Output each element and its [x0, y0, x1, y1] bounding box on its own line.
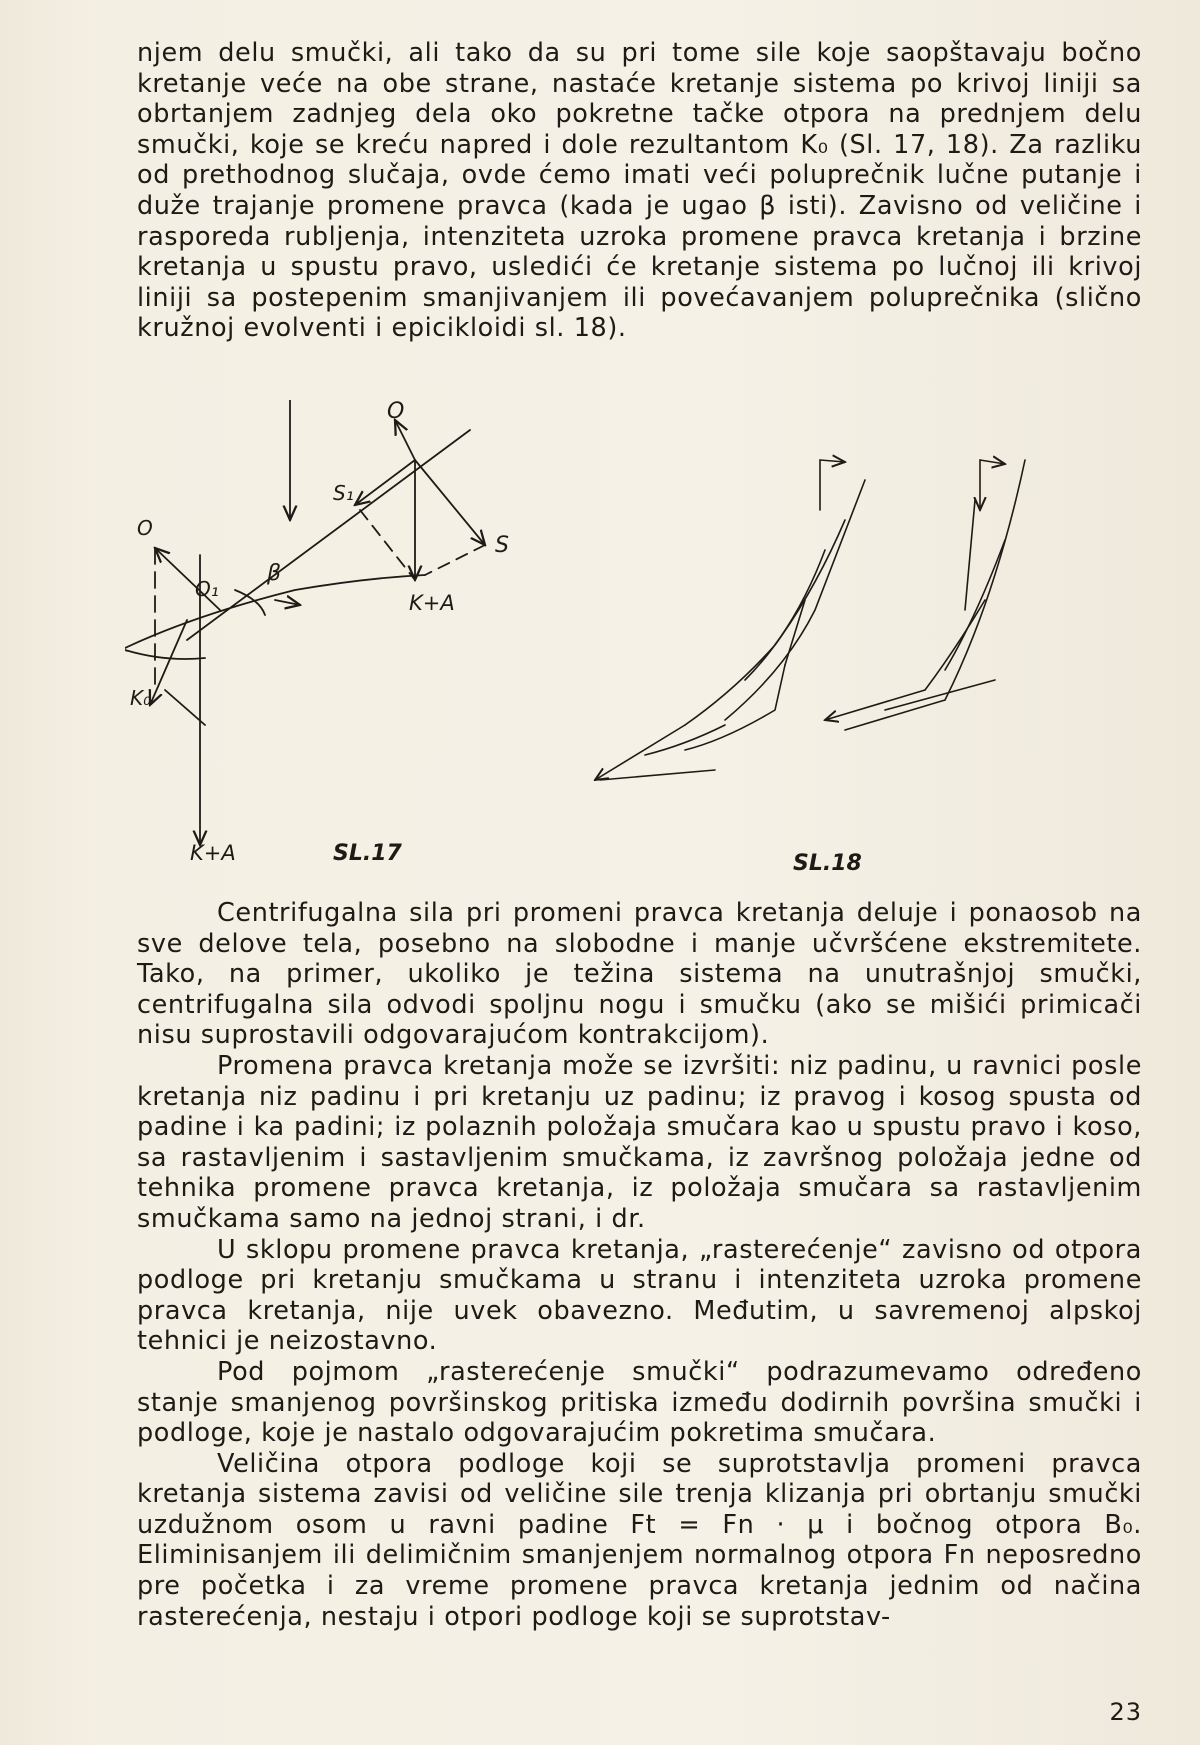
- arc-path-left: [125, 650, 205, 659]
- beta-arrow: [275, 600, 300, 605]
- force-s1: [355, 460, 415, 505]
- paragraph: Promena pravca kretanja može se izvršiti: niz padinu, u ravnici posle kretanja niz padinu i pri kretanju uz padinu; iz pravog i kosog spusta od padine i ka padini; iz polaznih položaja smučara kao u spustu pravo i koso, sa rastavljenim i sastavljenim smučkama, iz završnog položaja jedne od tehnika promene pravca kretanja, iz položaja smučara sa rastavljenim smučkama samo na jednoj strani, i dr.: [137, 1050, 1142, 1234]
- sl18-curve-8: [965, 500, 975, 610]
- label-o-left: O: [137, 516, 153, 540]
- label-s: S: [495, 533, 509, 558]
- line-k0-cross: [165, 690, 205, 725]
- sl18-curve-2: [685, 520, 845, 725]
- sl18-curve-7: [925, 600, 985, 690]
- label-k0: K₀: [130, 686, 152, 710]
- paragraph: Veličina otpora podloge koji se suprotstavlja promeni pravca kretanja sistema zavisi od veličine sile trenja klizanja pri obrtanju smučki uzdužnom osom u ravni padine Ft = Fn · μ i bočnog otpora B₀. Eliminisanjem ili delimičnim smanjenjem normalnog otpora Fn neposredno pre početka i za vreme promene pravca kretanja jednim od načina rasterećenja, nestaju i otpori podloge koji se suprotstav-: [137, 1448, 1142, 1632]
- paragraph: Centrifugalna sila pri promeni pravca kretanja deluje i ponaosob na sve delove tela, posebno na slobodne i manje učvršćene ekstremitete. Tako, na primer, ukoliko je težina sistema na unutrašnjoj smučki, centrifugalna sila odvodi spoljnu nogu i smučku (ako se mišići primicači nisu suprostavili odgovarajućom kontrakcijom).: [137, 898, 1142, 1051]
- label-s1: S₁: [333, 481, 354, 505]
- sl18-arrow-bottom-left: [595, 725, 685, 780]
- sl18-curve-1: [725, 480, 865, 720]
- force-s: [415, 460, 485, 545]
- text-block-top: [137, 38, 1142, 344]
- force-to-o-top: [395, 420, 415, 460]
- label-k-plus-a-center: K+A: [409, 591, 455, 615]
- sl17-diagram: [125, 400, 485, 845]
- sl18-small-arrow-1: [820, 460, 845, 462]
- dashed-parallelogram-1: [360, 510, 415, 580]
- sl18-line-c: [845, 700, 945, 730]
- sl18-curve-6: [945, 540, 1005, 670]
- paragraph: njem delu smučki, ali tako da su pri tome sile koje saopštavaju bočno kretanje veće na obe strane, nastaće kretanje sistema po krivoj liniji sa obrtanjem zadnjeg dela oko pokretne tačke otpora na prednjem delu smučki, koje se kreću napred i dole rezultantom K₀ (Sl. 17, 18). Za razliku od prethodnog slučaja, ovde ćemo imati veći poluprečnik lučne putanje i duže trajanje promene pravca (kada je ugao β isti). Zavisno od veličine i rasporeda rubljenja, intenziteta uzroka promene pravca kretanja i brzine kretanja u spustu pravo, usledići će kretanje sistema po lučnoj ili krivoj liniji sa postepenim smanjivanjem ili povećavanjem poluprečnika (slično kružnoj evolventi i epicikloidi sl. 18).: [137, 38, 1142, 344]
- caption-sl-17: SL.17: [333, 841, 402, 866]
- sl18-curve-5: [945, 460, 1025, 700]
- sl18-diagram: [595, 460, 1025, 780]
- label-beta: β: [267, 561, 282, 586]
- figure-drawing: [125, 400, 1125, 880]
- text-block-bottom: [137, 898, 1142, 1632]
- label-k-plus-a-bottom: K+A: [190, 841, 236, 865]
- sl18-small-arrow-2: [980, 460, 1005, 464]
- sl18-arrow-c: [825, 690, 925, 720]
- label-o1: O₁: [195, 577, 219, 601]
- sl18-bottom-line: [600, 770, 715, 780]
- label-o-top: O: [387, 400, 405, 424]
- paragraph: U sklopu promene pravca kretanja, „rasterećenje“ zavisno od otpora podloge pri kretanju smučkama u stranu i intenziteta uzroka promene pravca kretanja, nije uvek obavezno. Međutim, u savremenoj alpskoj tehnici je neizostavno.: [137, 1234, 1142, 1357]
- sl18-line-d: [885, 680, 995, 710]
- page-number: 23: [1109, 1698, 1142, 1726]
- figure-sl-17-18: [125, 400, 1125, 880]
- caption-sl-18: SL.18: [793, 851, 862, 876]
- paragraph: Pod pojmom „rasterećenje smučki“ podrazumevamo određeno stanje smanjenog površinskog pritiska između dodirnih površina smučki i podloge, koje je nastalo odgovarajućim pokretima smučara.: [137, 1356, 1142, 1449]
- dashed-parallelogram-2: [425, 545, 485, 575]
